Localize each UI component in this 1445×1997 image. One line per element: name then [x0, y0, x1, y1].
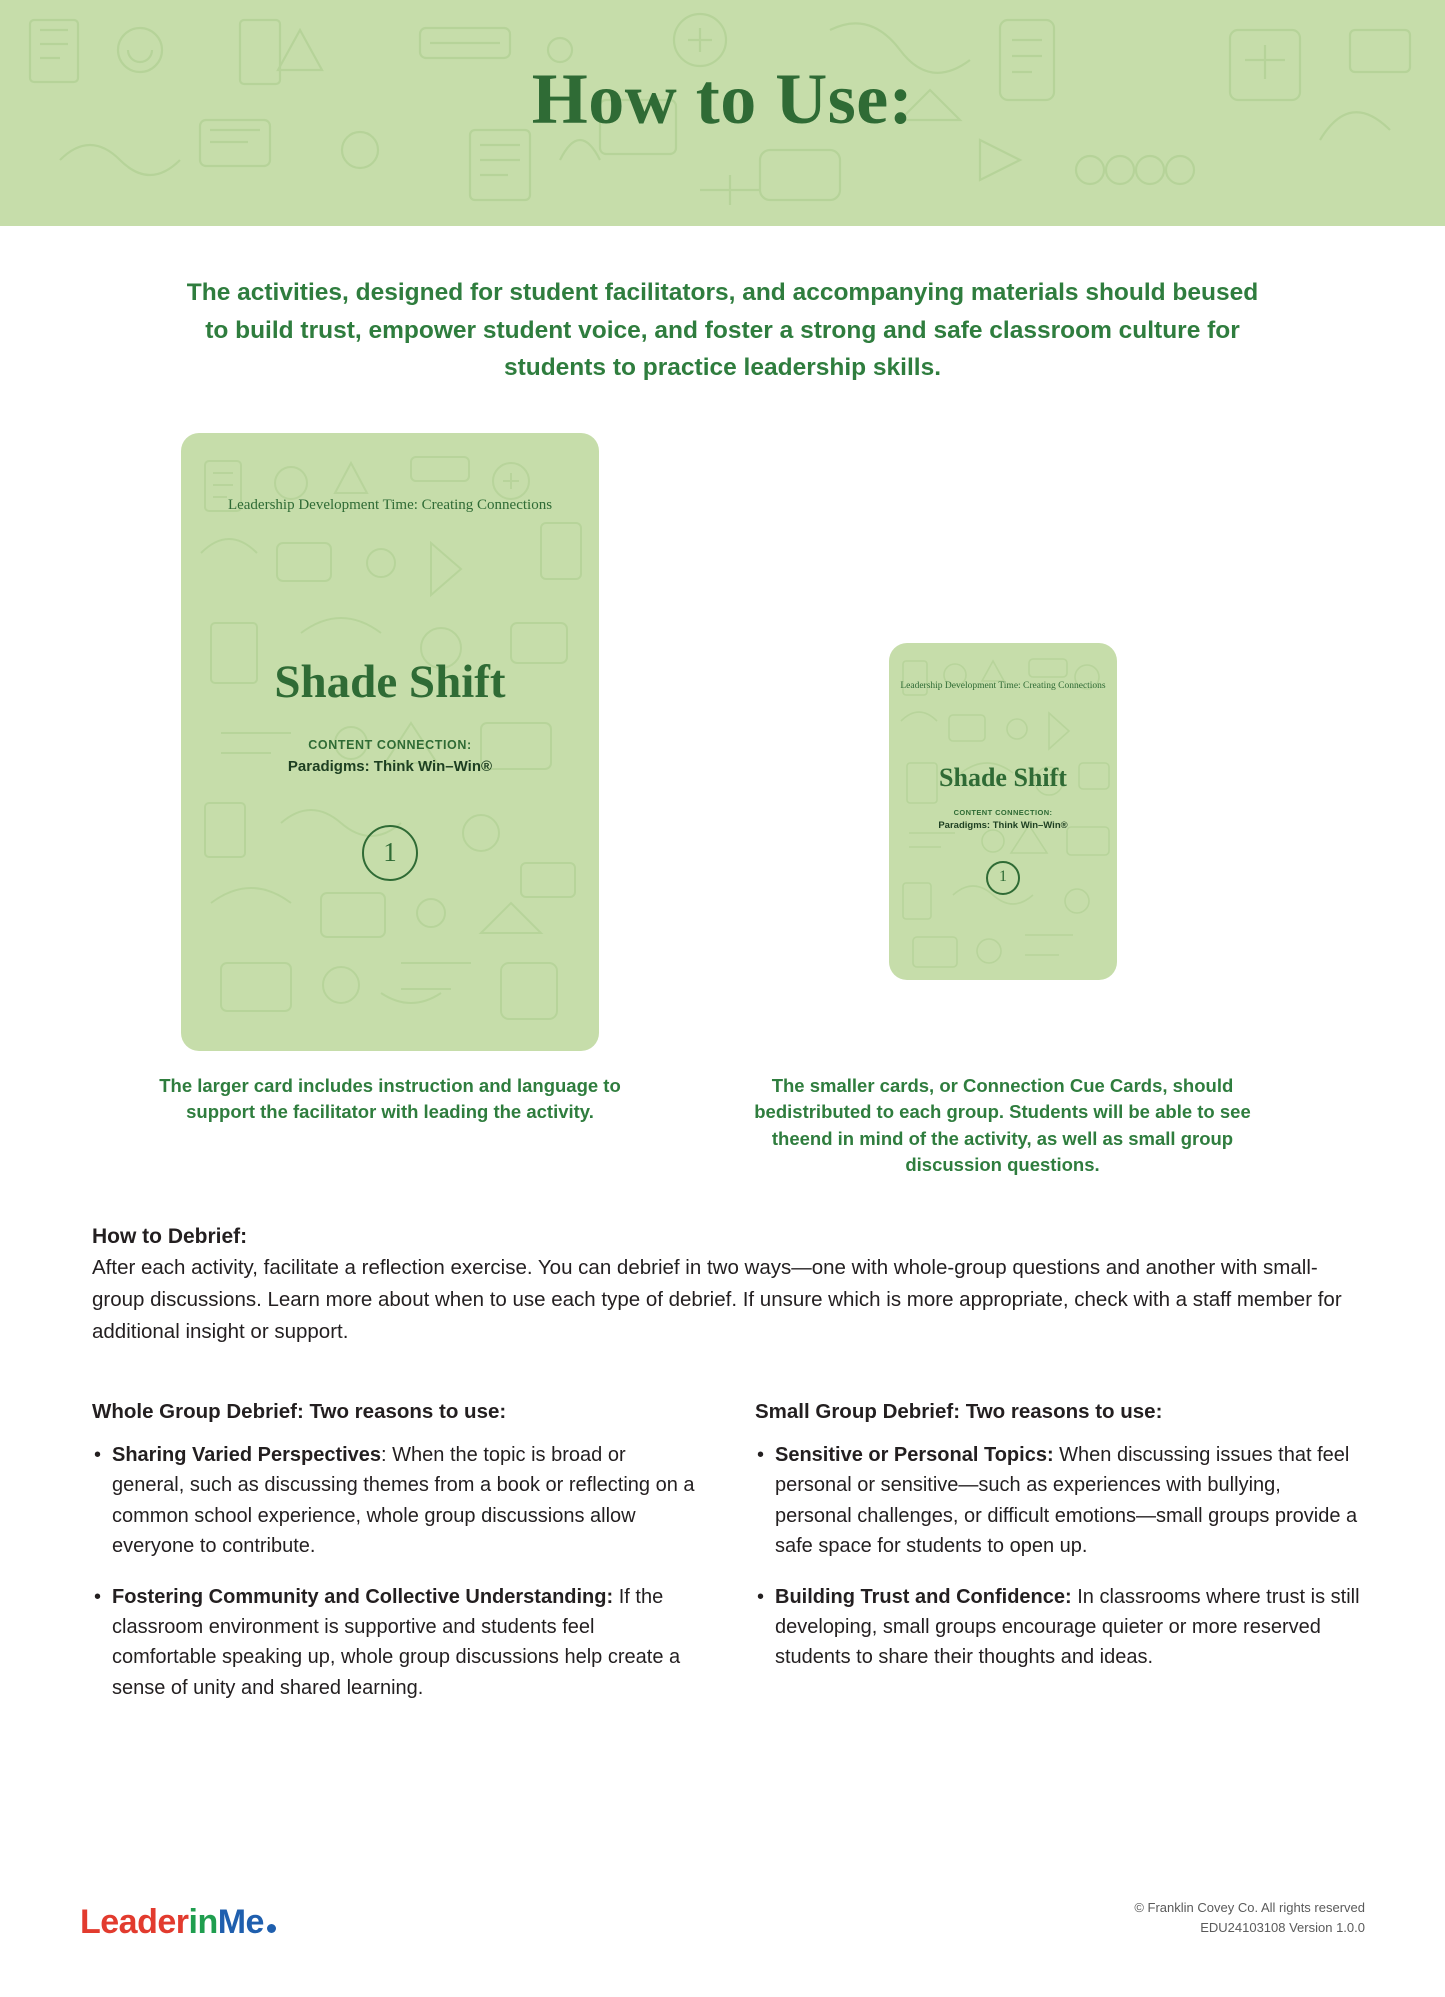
large-card-caption: The larger card includes instruction and language to support the facilitator with leading the activity.: [159, 1075, 621, 1123]
large-card-content-connection-value: Paradigms: Think Win–Win®: [287, 758, 493, 776]
small-card-title: Shade Shift: [939, 763, 1067, 793]
list-item: [755, 1582, 1360, 1673]
list-item-lead: Sharing Varied Perspectives: [112, 1444, 382, 1466]
footer-legal: [1134, 1898, 1365, 1937]
list-item-lead: Fostering Community and Collective Understanding:: [112, 1585, 614, 1608]
list-item: [92, 1582, 697, 1704]
small-card-content-connection-label: CONTENT CONNECTION:: [953, 808, 1053, 818]
small-card-eyebrow: Leadership Development Time: Creating Connections: [900, 681, 1106, 692]
logo-word-me: Me: [217, 1903, 264, 1941]
large-card-title: Shade Shift: [274, 656, 506, 709]
small-card-content-connection-value: Paradigms: Think Win–Win®: [938, 820, 1068, 832]
version-text: EDU24103108 Version 1.0.0: [1200, 1919, 1365, 1935]
leader-in-me-logo: [80, 1903, 276, 1942]
small-group-debrief-column: [755, 1400, 1360, 1723]
whole-group-list: [92, 1440, 697, 1703]
how-to-debrief-section: [92, 1225, 1357, 1347]
small-group-list: [755, 1440, 1360, 1673]
whole-group-debrief-column: [92, 1400, 697, 1723]
intro-paragraph: The activities, designed for student facilitators, and accompanying materials should beused to build trust, empower student voice, and foster a strong and safe classroom culture for students to practice leadership skills.: [186, 279, 1259, 382]
large-card-number-badge: 1: [362, 825, 418, 881]
list-item-lead: Sensitive or Personal Topics:: [775, 1444, 1054, 1466]
cards-illustration-area: [0, 405, 1445, 1275]
how-to-debrief-heading: How to Debrief:: [92, 1225, 248, 1248]
large-card-eyebrow: Leadership Development Time: Creating Connections: [227, 497, 553, 514]
list-item-text: In classrooms where trust is still developing, small groups encourage quieter or more reserved students to share their thoughts and ideas.: [775, 1585, 1360, 1669]
list-item-text: When discussing issues that feel personal or sensitive—such as experiences with bullying, personal challenges, or difficult emotions—small groups provide a safe space for students to open up.: [775, 1444, 1358, 1558]
small-card-caption: The smaller cards, or Connection Cue Cards, should bedistributed to each group. Students will be able to see theend in mind of the activity, as well as small group discussion questions.: [754, 1075, 1251, 1175]
small-card-number-badge: 1: [986, 861, 1020, 895]
list-item: [755, 1440, 1360, 1562]
page-title: How to Use:: [531, 59, 914, 139]
list-item-text: If the classroom environment is supportive and students feel comfortable speaking up, whole group discussions help create a sense of unity and shared learning.: [112, 1585, 681, 1699]
large-card-content-connection-label: CONTENT CONNECTION:: [308, 738, 472, 753]
list-item: [92, 1440, 697, 1562]
page-header: [0, 0, 1445, 226]
list-item-lead-suffix: :: [381, 1444, 387, 1466]
logo-word-leader: Leader: [80, 1903, 189, 1941]
list-item-lead: Building Trust and Confidence:: [775, 1585, 1072, 1608]
logo-word-in: in: [188, 1903, 218, 1941]
large-activity-card: [181, 433, 599, 1051]
list-item-text: When the topic is broad or general, such as discussing themes from a book or reflecting on a common school experience, whole group discussions allow everyone to contribute.: [112, 1444, 695, 1558]
small-group-heading: Small Group Debrief: Two reasons to use:: [755, 1400, 1163, 1423]
how-to-debrief-body: After each activity, facilitate a reflection exercise. You can debrief in two ways—one with whole-group questions and another with small-group discussions. Learn more about when to use each type of debrief. If unsure which is more appropriate, check with a staff member for additional insight or support.: [92, 1256, 1342, 1343]
small-activity-card: [889, 643, 1117, 980]
logo-dot-icon: [267, 1924, 276, 1933]
copyright-text: © Franklin Covey Co. All rights reserved: [1134, 1900, 1365, 1915]
debrief-columns: [92, 1400, 1362, 1723]
whole-group-heading: Whole Group Debrief: Two reasons to use:: [92, 1400, 507, 1423]
